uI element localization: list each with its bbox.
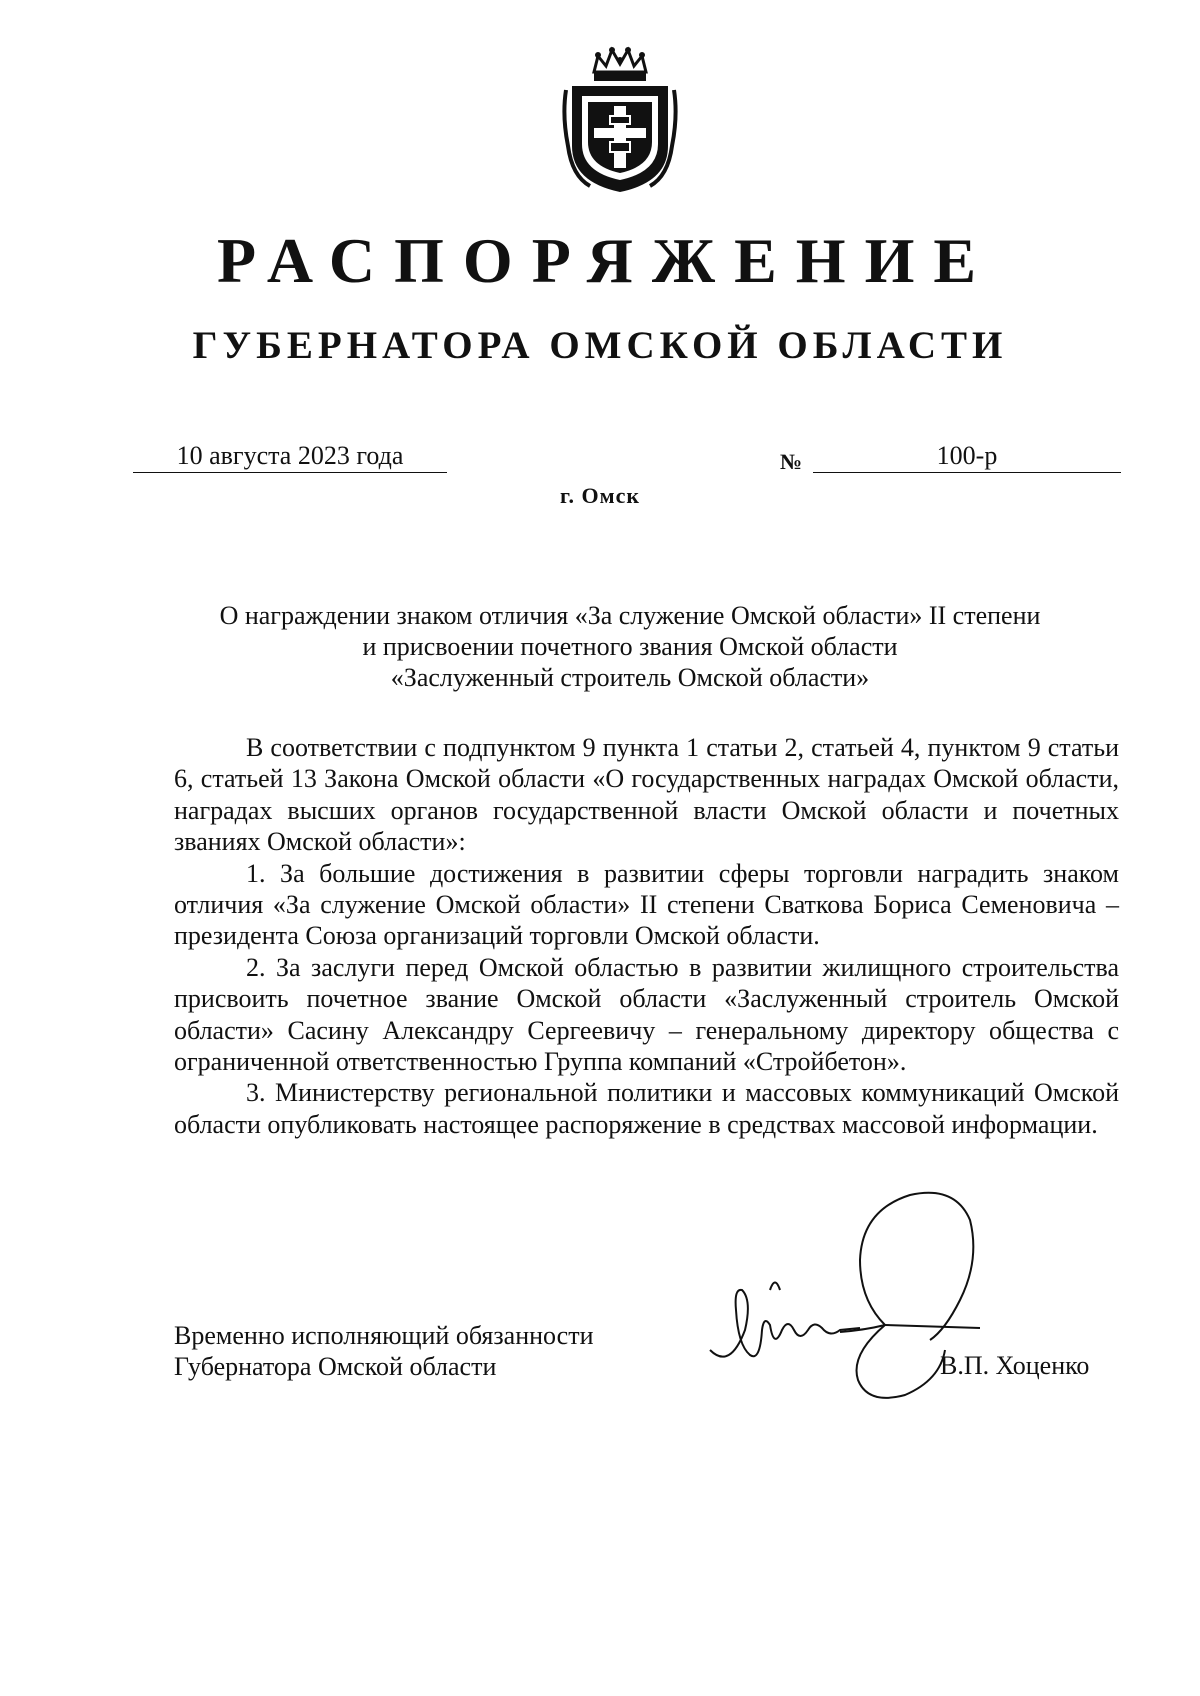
number-label: № xyxy=(780,449,803,474)
document-heading xyxy=(160,600,1100,693)
signer-position-line: Губернатора Омской области xyxy=(174,1352,497,1381)
signer-position xyxy=(174,1320,594,1382)
document-body xyxy=(174,732,1119,1140)
item-paragraph: 2. За заслуги перед Омской областью в развитии жилищного строительства присвоить почетное звание Омской области «Заслуженный строитель Омской области» Сасину Александру Сергеевичу – генеральному директору общества с ограниченной ответственностью Группа компаний «Стройбетон». xyxy=(174,952,1119,1077)
document-title: РАСПОРЯЖЕНИЕ xyxy=(216,225,996,296)
document-number: 100-р xyxy=(813,440,1121,473)
heading-line: и присвоении почетного звания Омской области xyxy=(362,632,898,661)
signer-position-line: Временно исполняющий обязанности xyxy=(174,1321,594,1350)
document-date: 10 августа 2023 года xyxy=(133,440,447,473)
preamble-paragraph: В соответствии с подпунктом 9 пункта 1 статьи 2, статьей 4, пунктом 9 статьи 6, статьей 13 Закона Омской области «О государственных наградах Омской области, наградах высших органов государственной власти Омской области и почетных званиях Омской области»: xyxy=(174,733,1119,857)
heading-line: «Заслуженный строитель Омской области» xyxy=(390,663,870,692)
heading-line: О награждении знаком отличия «За служение Омской области» II степени xyxy=(219,601,1041,630)
item-paragraph: 1. За большие достижения в развитии сферы торговли наградить знаком отличия «За служение Омской области» II степени Сваткова Бориса Семеновича – президента Союза организаций торговли Омской области. xyxy=(174,858,1119,951)
coat-of-arms-icon xyxy=(560,46,680,194)
item-paragraph: 3. Министерству региональной политики и массовых коммуникаций Омской области опубликовать настоящее распоряжение в средствах массовой информации. xyxy=(174,1078,1119,1139)
document-subtitle: ГУБЕРНАТОРА ОМСКОЙ ОБЛАСТИ xyxy=(192,324,1008,367)
city: г. Омск xyxy=(559,483,641,508)
signer-name: В.П. Хоценко xyxy=(940,1351,1090,1380)
